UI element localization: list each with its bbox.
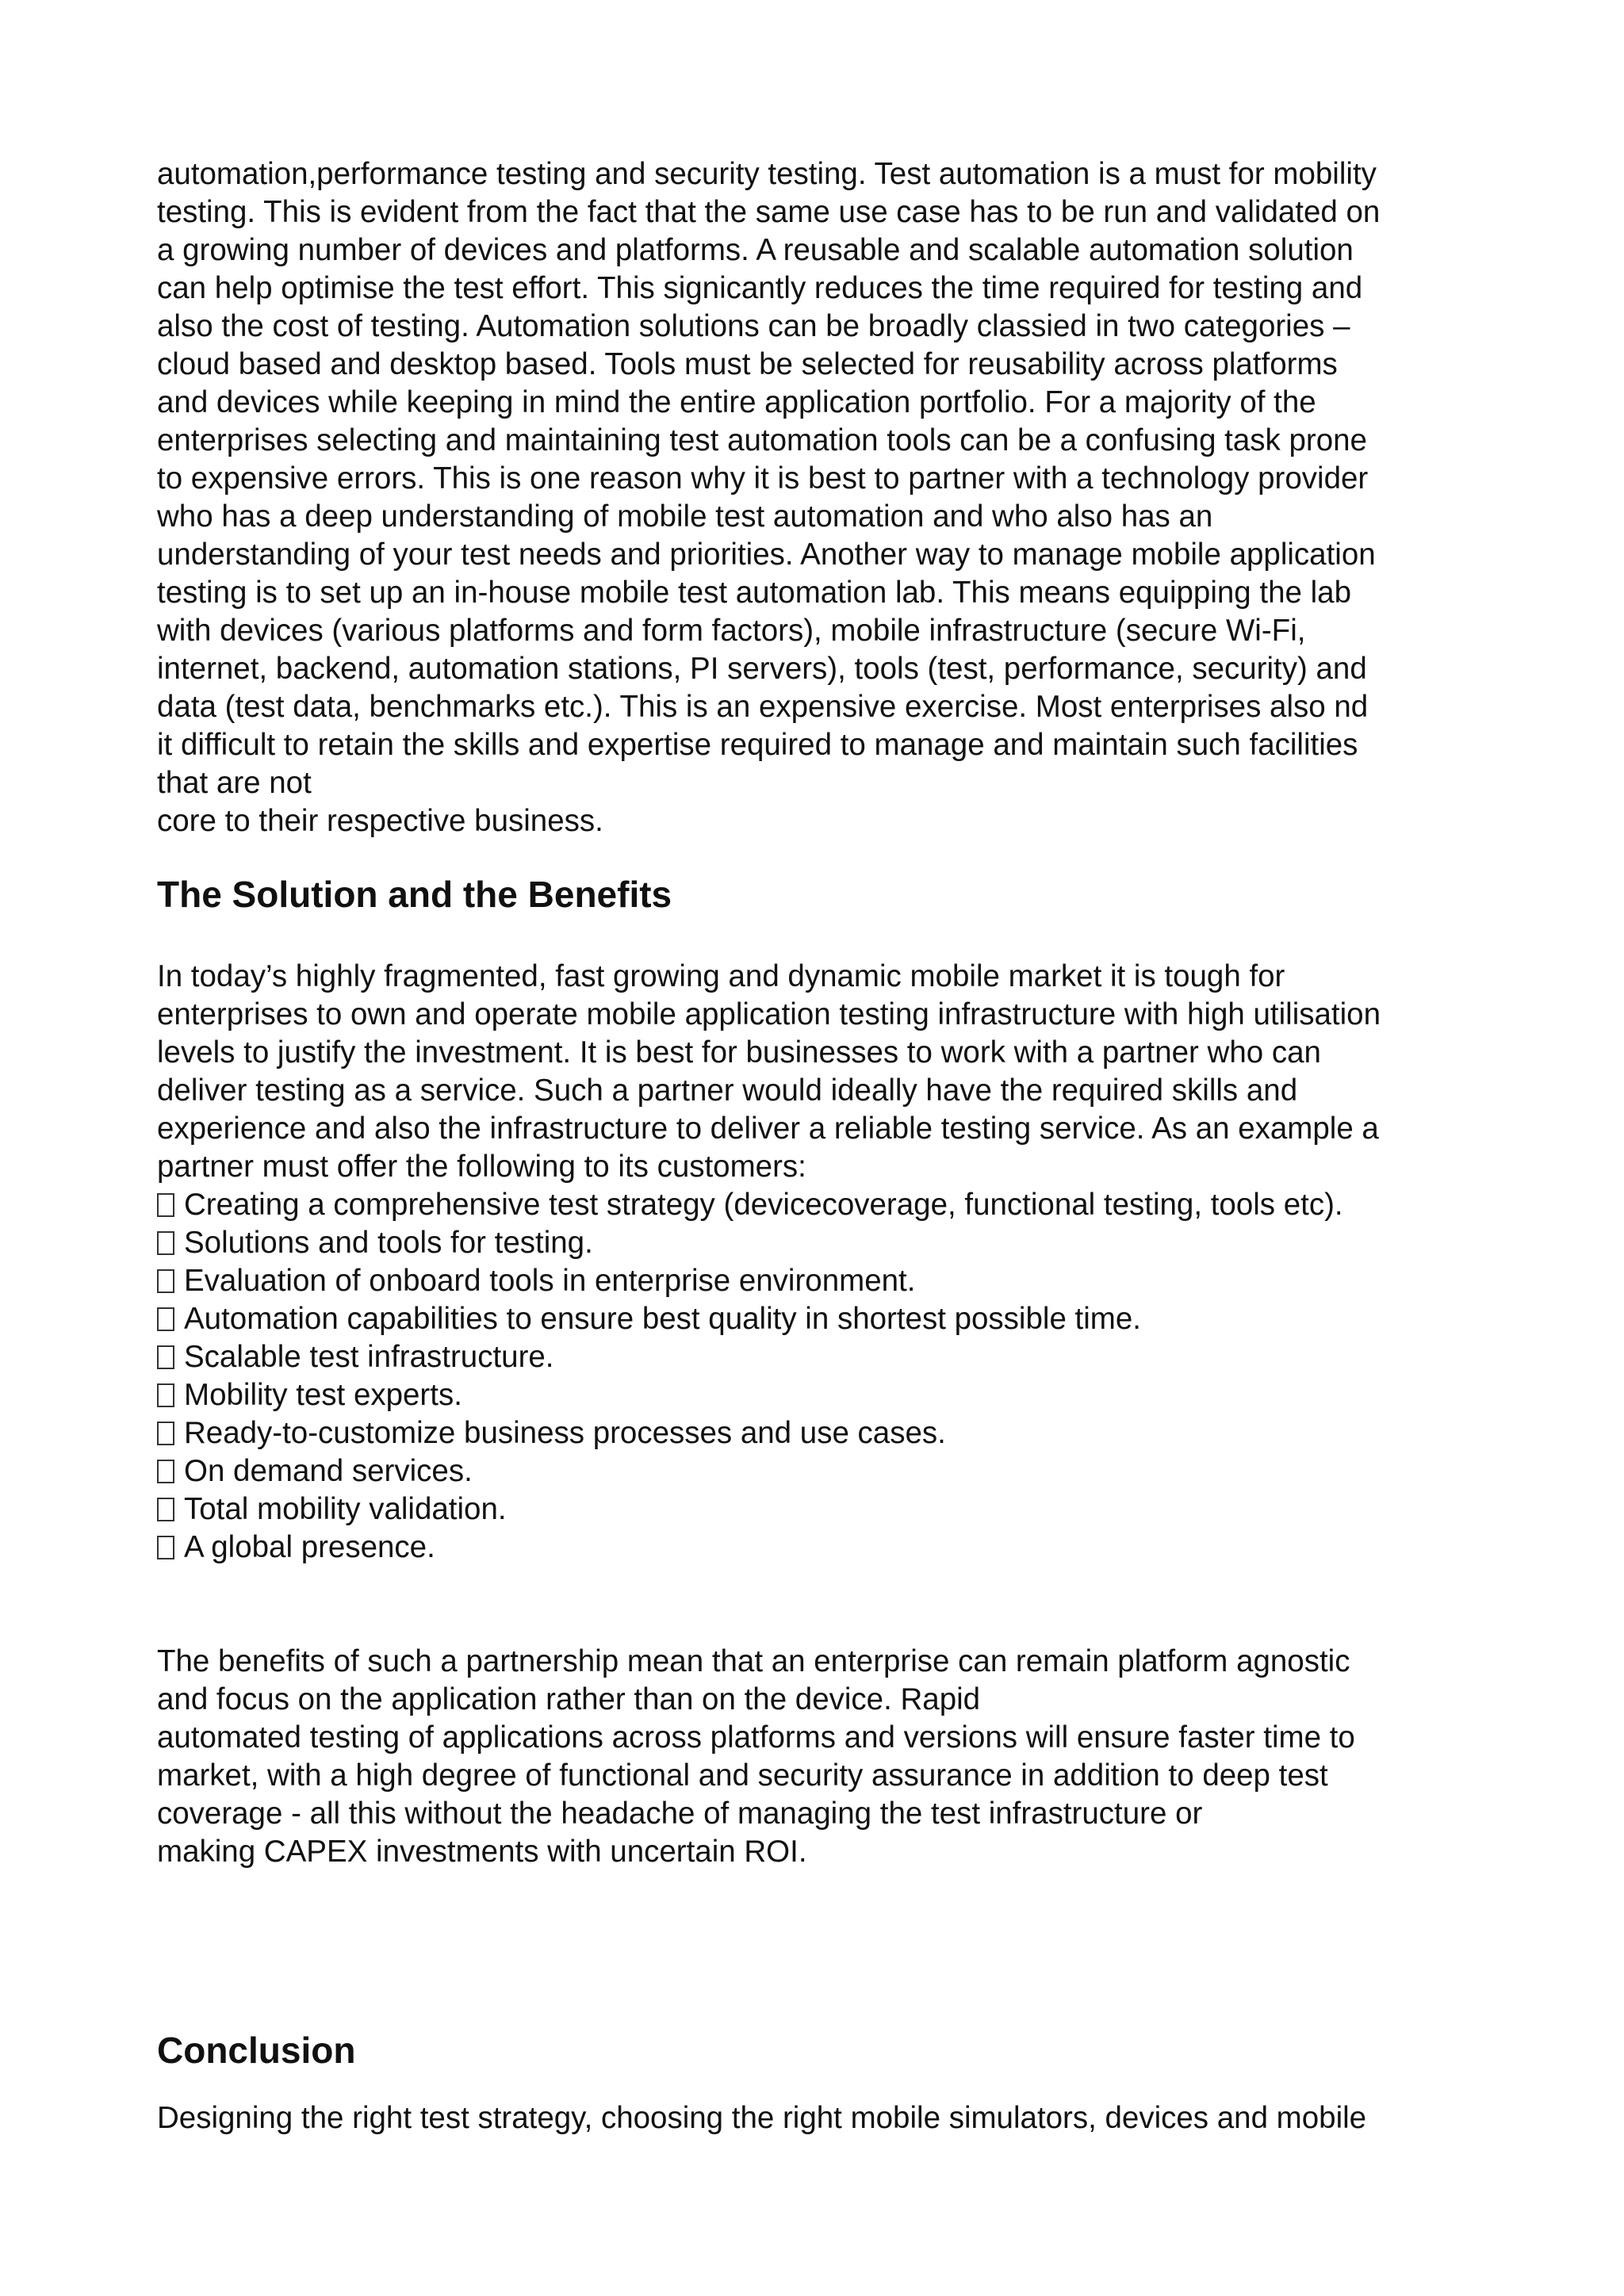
section-heading-solution: The Solution and the Benefits [157,874,672,915]
text-line: automated testing of applications across platforms and versions will ensure faster time to [157,1720,1355,1755]
text-line: deliver testing as a service. Such a partner would ideally have the required skills and [157,1073,1298,1108]
text-line: automation,performance testing and security testing. Test automation is a must for mobility [157,157,1377,191]
square-box-icon [157,1269,174,1293]
text-line: coverage - all this without the headache of managing the test infrastructure or [157,1797,1203,1831]
text-line: who has a deep understanding of mobile test automation and who also has an [157,499,1213,534]
list-item [157,1300,1343,1338]
list-item [157,1490,1343,1529]
list-item [157,1452,1343,1490]
text-line: internet, backend, automation stations, PI servers), tools (test, performance, security) and [157,652,1367,686]
text-line: also the cost of testing. Automation solutions can be broadly classied in two categories – [157,309,1350,343]
text-line: In today’s highly fragmented, fast growing and dynamic mobile market it is tough for [157,959,1285,993]
text-line: data (test data, benchmarks etc.). This is an expensive exercise. Most enterprises also nd [157,690,1369,724]
list-item-text: Total mobility validation. [184,1492,507,1526]
list-item [157,1224,1343,1262]
text-line: Designing the right test strategy, choosing the right mobile simulators, devices and mobile [157,2101,1367,2135]
text-line: enterprises to own and operate mobile application testing infrastructure with high utilisation [157,997,1381,1031]
text-line: and devices while keeping in mind the entire application portfolio. For a majority of the [157,385,1316,419]
text-line: core to their respective business. [157,804,603,838]
list-item [157,1376,1343,1414]
text-line: and focus on the application rather than on the device. Rapid [157,1682,981,1716]
text-line: that are not [157,766,312,800]
list-item [157,1186,1343,1224]
text-line: with devices (various platforms and form factors), mobile infrastructure (secure Wi-Fi, [157,614,1306,648]
text-line: levels to justify the investment. It is best for businesses to work with a partner who can [157,1035,1321,1070]
square-box-icon [157,1193,174,1217]
list-item [157,1529,1343,1567]
square-box-icon [157,1231,174,1255]
text-line: can help optimise the test effort. This signicantly reduces the time required for testing and [157,271,1363,305]
square-box-icon [157,1498,174,1521]
text-line: experience and also the infrastructure to deliver a reliable testing service. As an example a [157,1112,1379,1146]
list-item [157,1338,1343,1376]
intro-paragraph [157,155,1380,840]
list-item-text: Creating a comprehensive test strategy (devicecoverage, functional testing, tools etc). [184,1188,1343,1222]
list-item-text: On demand services. [184,1454,473,1488]
text-line: it difficult to retain the skills and expertise required to manage and maintain such facilities [157,728,1358,762]
list-item-text: Ready-to-customize business processes and use cases. [184,1416,946,1450]
section-heading-conclusion: Conclusion [157,2030,356,2071]
text-line: market, with a high degree of functional and security assurance in addition to deep test [157,1758,1328,1793]
conclusion-paragraph [157,2099,1366,2137]
list-item-text: Mobility test experts. [184,1378,462,1412]
text-line: a growing number of devices and platforms. A reusable and scalable automation solution [157,233,1354,267]
text-line: partner must offer the following to its customers: [157,1150,806,1184]
list-item-text: A global presence. [184,1530,435,1564]
text-line: understanding of your test needs and priorities. Another way to manage mobile application [157,538,1376,572]
benefits-paragraph [157,1643,1355,1871]
text-line: cloud based and desktop based. Tools must be selected for reusability across platforms [157,347,1338,381]
list-item [157,1414,1343,1452]
text-line: The benefits of such a partnership mean that an enterprise can remain platform agnostic [157,1644,1350,1678]
list-item-text: Solutions and tools for testing. [184,1226,593,1260]
text-line: to expensive errors. This is one reason why it is best to partner with a technology provider [157,461,1369,496]
list-item-text: Scalable test infrastructure. [184,1340,554,1374]
square-box-icon [157,1307,174,1331]
text-line: testing is to set up an in-house mobile test automation lab. This means equipping the lab [157,576,1351,610]
square-box-icon [157,1422,174,1445]
list-item [157,1262,1343,1300]
square-box-icon [157,1383,174,1407]
text-line: testing. This is evident from the fact that the same use case has to be run and validated on [157,195,1381,229]
offer-list [157,1186,1343,1567]
text-line: making CAPEX investments with uncertain ROI. [157,1835,807,1869]
list-item-text: Evaluation of onboard tools in enterprise environment. [184,1264,916,1298]
square-box-icon [157,1460,174,1483]
list-item-text: Automation capabilities to ensure best quality in shortest possible time. [184,1302,1141,1336]
solution-paragraph [157,958,1381,1186]
square-box-icon [157,1536,174,1559]
text-line: enterprises selecting and maintaining test automation tools can be a confusing task prone [157,423,1367,457]
square-box-icon [157,1345,174,1369]
